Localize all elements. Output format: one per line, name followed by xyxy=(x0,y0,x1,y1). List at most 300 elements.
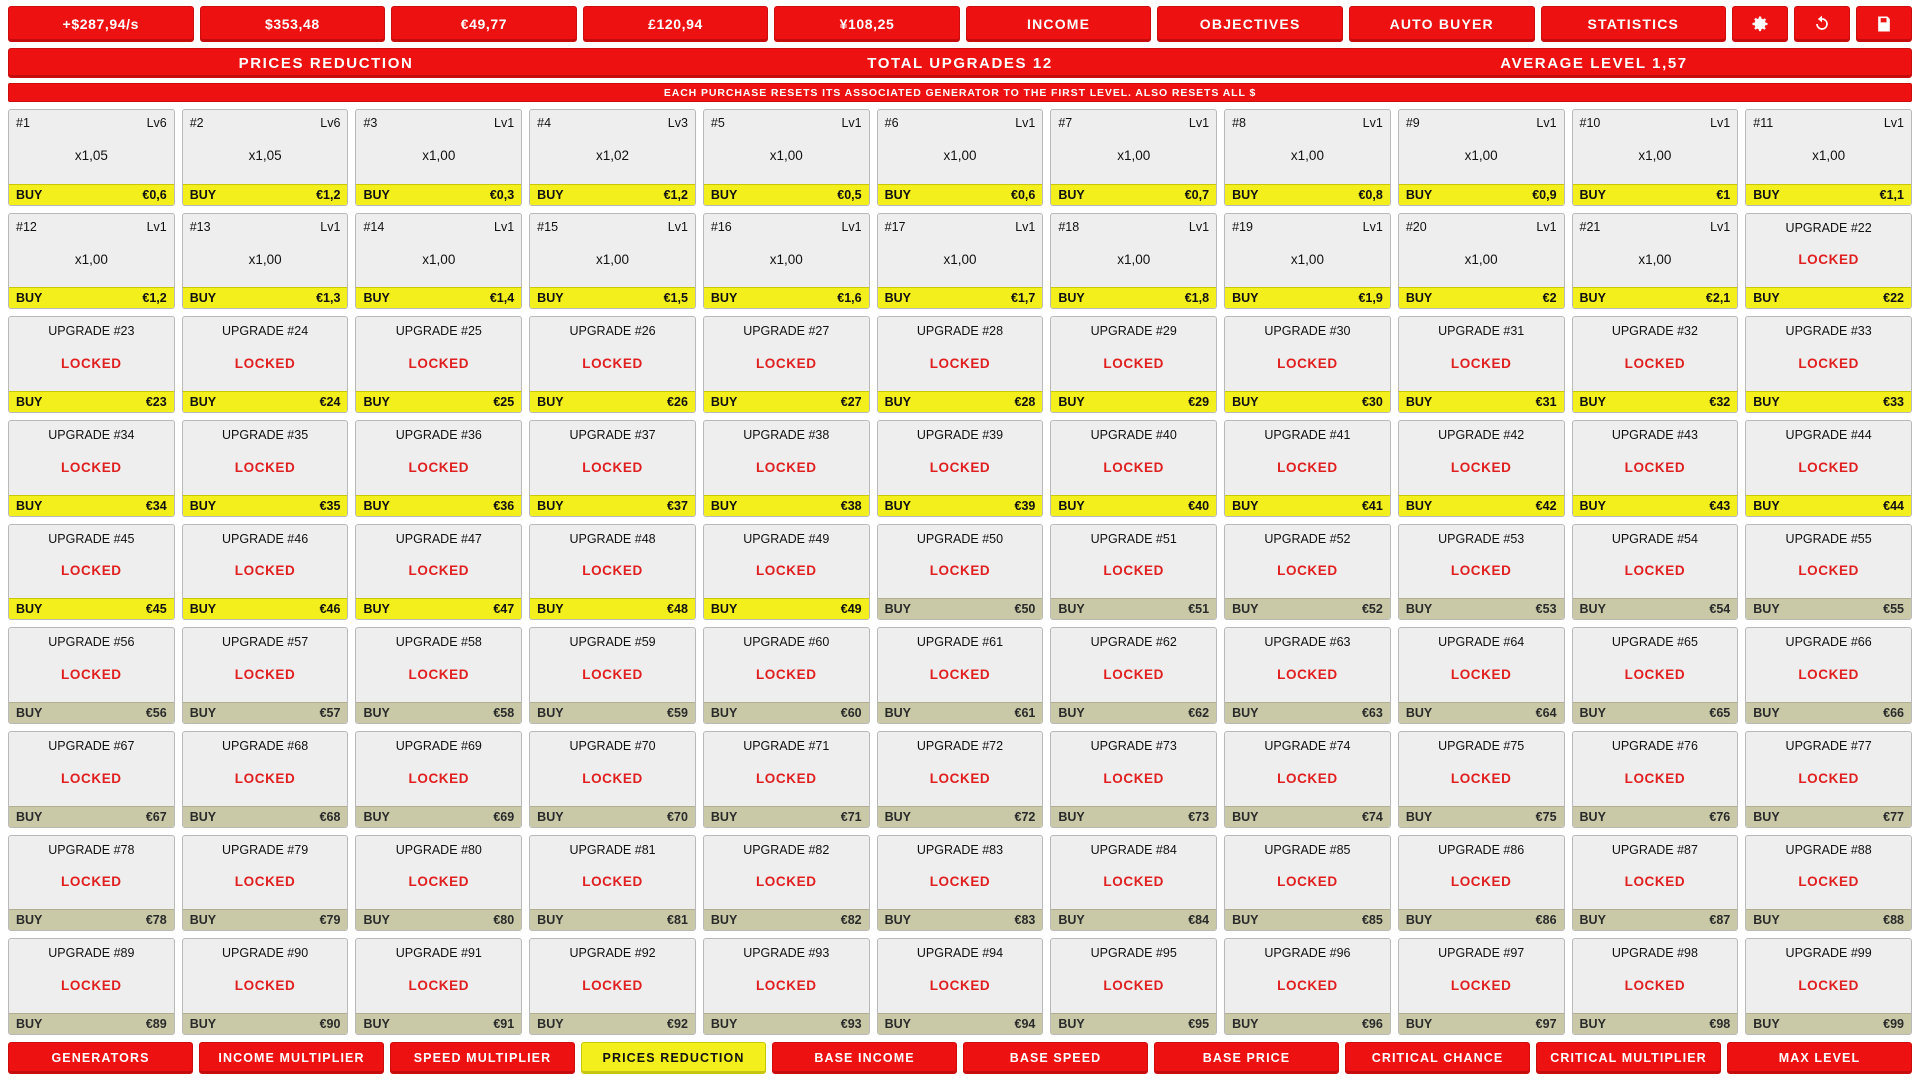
buy-button[interactable] xyxy=(1051,495,1216,516)
buy-button[interactable] xyxy=(1225,495,1390,516)
upgrade-card[interactable] xyxy=(1224,835,1391,932)
buy-button[interactable] xyxy=(356,495,521,516)
upgrade-card-header xyxy=(704,110,869,130)
buy-label: BUY xyxy=(1058,809,1085,824)
upgrade-card[interactable] xyxy=(8,524,175,621)
upgrade-card[interactable] xyxy=(182,316,349,413)
upgrade-card[interactable] xyxy=(1050,524,1217,621)
buy-price: €63 xyxy=(1361,705,1383,720)
upgrade-card[interactable] xyxy=(1224,524,1391,621)
upgrade-level: Lv1 xyxy=(1536,219,1557,234)
buy-button[interactable] xyxy=(1225,909,1390,930)
buy-price: €64 xyxy=(1535,705,1557,720)
upgrade-card[interactable] xyxy=(355,109,522,206)
upgrade-card[interactable] xyxy=(182,213,349,310)
upgrade-card[interactable] xyxy=(1050,627,1217,724)
buy-label: BUY xyxy=(189,291,217,306)
buy-button[interactable] xyxy=(1051,909,1216,930)
upgrade-locked-label: LOCKED xyxy=(408,667,470,683)
upgrade-card[interactable] xyxy=(355,938,522,1035)
upgrade-card[interactable] xyxy=(182,524,349,621)
buy-button[interactable] xyxy=(1746,702,1911,723)
upgrade-card[interactable] xyxy=(877,938,1044,1035)
upgrade-card[interactable] xyxy=(1050,109,1217,206)
buy-label: BUY xyxy=(1058,394,1085,409)
buy-button[interactable] xyxy=(1051,391,1216,412)
upgrade-card[interactable] xyxy=(1745,420,1912,517)
upgrade-card[interactable] xyxy=(1398,316,1565,413)
buy-button[interactable] xyxy=(1746,598,1911,619)
upgrade-id: UPGRADE #64 xyxy=(1438,635,1525,650)
buy-button[interactable] xyxy=(356,806,521,827)
upgrade-card[interactable] xyxy=(182,731,349,828)
upgrade-locked-label: LOCKED xyxy=(929,356,991,372)
buy-button[interactable] xyxy=(183,909,348,930)
upgrade-locked-label: LOCKED xyxy=(1798,770,1859,786)
tab-base-income[interactable]: BASE INCOME xyxy=(772,1042,957,1074)
buy-button[interactable] xyxy=(1399,1013,1564,1034)
buy-button[interactable] xyxy=(1399,702,1564,723)
buy-price: €34 xyxy=(145,498,167,513)
upgrade-card[interactable] xyxy=(1572,213,1739,310)
tab-base-price[interactable]: BASE PRICE xyxy=(1154,1042,1339,1074)
upgrade-card[interactable] xyxy=(355,524,522,621)
buy-button[interactable] xyxy=(1746,391,1911,412)
buy-label: BUY xyxy=(16,913,43,928)
upgrade-id: UPGRADE #85 xyxy=(1264,842,1351,857)
upgrade-card[interactable] xyxy=(182,938,349,1035)
upgrade-id: UPGRADE #36 xyxy=(395,427,482,442)
upgrade-id: #13 xyxy=(189,219,211,234)
buy-button[interactable] xyxy=(1225,806,1390,827)
upgrade-card[interactable] xyxy=(877,835,1044,932)
buy-button[interactable] xyxy=(878,702,1043,723)
upgrade-card[interactable] xyxy=(877,316,1044,413)
buy-button[interactable] xyxy=(1573,184,1738,205)
upgrade-card[interactable] xyxy=(529,731,696,828)
upgrade-card[interactable] xyxy=(1745,109,1912,206)
upgrade-card[interactable] xyxy=(529,627,696,724)
buy-button[interactable] xyxy=(1225,287,1390,308)
upgrade-card[interactable] xyxy=(1398,420,1565,517)
objectives-tab[interactable]: OBJECTIVES xyxy=(1157,6,1343,42)
upgrade-card[interactable] xyxy=(1745,835,1912,932)
upgrade-card[interactable] xyxy=(1050,316,1217,413)
buy-button[interactable] xyxy=(356,287,521,308)
upgrade-card[interactable] xyxy=(529,213,696,310)
buy-button[interactable] xyxy=(356,1013,521,1034)
buy-button[interactable] xyxy=(1399,184,1564,205)
buy-button[interactable] xyxy=(1746,806,1911,827)
tab-base-speed[interactable]: BASE SPEED xyxy=(963,1042,1148,1074)
buy-button[interactable] xyxy=(1573,495,1738,516)
buy-label: BUY xyxy=(1405,809,1433,824)
upgrade-card[interactable] xyxy=(8,835,175,932)
buy-button[interactable] xyxy=(1225,391,1390,412)
buy-button[interactable] xyxy=(704,702,869,723)
upgrade-card[interactable] xyxy=(703,524,870,621)
buy-button[interactable] xyxy=(9,391,174,412)
upgrade-card[interactable] xyxy=(1572,627,1739,724)
upgrade-card[interactable] xyxy=(355,420,522,517)
buy-price: €97 xyxy=(1535,1016,1557,1031)
upgrade-card[interactable] xyxy=(1572,420,1739,517)
buy-button[interactable] xyxy=(530,806,695,827)
upgrade-id: UPGRADE #89 xyxy=(48,946,135,961)
upgrade-card[interactable] xyxy=(877,109,1044,206)
upgrade-card[interactable] xyxy=(8,627,175,724)
buy-label: BUY xyxy=(1058,705,1085,720)
buy-button[interactable] xyxy=(1051,702,1216,723)
buy-button[interactable] xyxy=(1399,909,1564,930)
upgrade-card[interactable] xyxy=(1572,835,1739,932)
buy-button[interactable] xyxy=(1225,1013,1390,1034)
tab-income-multiplier[interactable]: INCOME MULTIPLIER xyxy=(199,1042,384,1074)
buy-label: BUY xyxy=(884,498,912,513)
buy-button[interactable] xyxy=(1051,184,1216,205)
income-tab[interactable]: INCOME xyxy=(966,6,1152,42)
upgrade-id: UPGRADE #25 xyxy=(395,324,482,339)
upgrade-locked-label: LOCKED xyxy=(408,874,470,890)
buy-button[interactable] xyxy=(183,495,348,516)
upgrade-card[interactable] xyxy=(1398,938,1565,1035)
buy-price: €58 xyxy=(493,705,515,720)
buy-button[interactable] xyxy=(1225,184,1390,205)
upgrade-card[interactable] xyxy=(877,213,1044,310)
upgrade-level: Lv1 xyxy=(1536,116,1557,130)
buy-button[interactable] xyxy=(1225,598,1390,619)
auto-buyer-tab[interactable]: AUTO BUYER xyxy=(1349,6,1535,42)
upgrade-id: UPGRADE #79 xyxy=(222,842,309,857)
upgrade-card[interactable] xyxy=(703,420,870,517)
buy-button[interactable] xyxy=(9,1013,174,1034)
upgrade-card[interactable] xyxy=(703,109,870,206)
tab-prices-reduction[interactable]: PRICES REDUCTION xyxy=(581,1042,766,1074)
buy-button[interactable] xyxy=(9,495,174,516)
buy-button[interactable] xyxy=(183,598,348,619)
upgrade-card[interactable] xyxy=(1572,524,1739,621)
buy-button[interactable] xyxy=(878,184,1043,205)
upgrade-card[interactable] xyxy=(1224,420,1391,517)
upgrade-card[interactable] xyxy=(1398,213,1565,310)
upgrade-card[interactable] xyxy=(877,420,1044,517)
buy-button[interactable] xyxy=(183,806,348,827)
upgrade-level: Lv6 xyxy=(320,116,341,130)
buy-button[interactable] xyxy=(183,391,348,412)
upgrade-card[interactable] xyxy=(1745,316,1912,413)
upgrade-id: #12 xyxy=(16,219,37,234)
buy-button[interactable] xyxy=(704,909,869,930)
buy-button[interactable] xyxy=(704,495,869,516)
upgrade-id: UPGRADE #60 xyxy=(743,635,830,650)
buy-label: BUY xyxy=(710,187,738,202)
buy-button[interactable] xyxy=(878,806,1043,827)
tab-critical-chance[interactable]: CRITICAL CHANCE xyxy=(1345,1042,1530,1074)
buy-button[interactable] xyxy=(1399,806,1564,827)
buy-button[interactable] xyxy=(530,909,695,930)
buy-button[interactable] xyxy=(183,287,348,308)
upgrade-card[interactable] xyxy=(1745,627,1912,724)
upgrade-card[interactable] xyxy=(182,627,349,724)
buy-button[interactable] xyxy=(530,598,695,619)
upgrade-level: Lv1 xyxy=(667,219,688,234)
buy-button[interactable] xyxy=(1746,909,1911,930)
upgrade-card[interactable] xyxy=(8,213,175,310)
upgrade-card-header xyxy=(1746,110,1911,130)
buy-button[interactable] xyxy=(183,184,348,205)
upgrade-id: #8 xyxy=(1232,116,1246,130)
upgrade-card[interactable] xyxy=(703,835,870,932)
upgrade-level: Lv1 xyxy=(494,116,515,130)
buy-button[interactable] xyxy=(1573,702,1738,723)
buy-button[interactable] xyxy=(1573,598,1738,619)
upgrade-card[interactable] xyxy=(1224,627,1391,724)
average-level: AVERAGE LEVEL 1,57 xyxy=(1500,54,1688,72)
upgrade-id: UPGRADE #29 xyxy=(1090,324,1177,339)
buy-button[interactable] xyxy=(1573,391,1738,412)
buy-label: BUY xyxy=(1579,498,1606,513)
buy-button[interactable] xyxy=(1225,702,1390,723)
buy-label: BUY xyxy=(537,705,564,720)
upgrade-card[interactable] xyxy=(1224,316,1391,413)
buy-button[interactable] xyxy=(1573,909,1738,930)
buy-button[interactable] xyxy=(1573,1013,1738,1034)
gear-icon[interactable] xyxy=(1732,6,1788,42)
upgrade-card[interactable] xyxy=(1572,109,1739,206)
upgrade-card[interactable] xyxy=(1398,524,1565,621)
tab-critical-multiplier[interactable]: CRITICAL MULTIPLIER xyxy=(1536,1042,1721,1074)
upgrade-id: UPGRADE #58 xyxy=(395,635,482,650)
upgrade-card[interactable] xyxy=(1745,524,1912,621)
upgrade-card[interactable] xyxy=(529,316,696,413)
buy-button[interactable] xyxy=(878,1013,1043,1034)
buy-button[interactable] xyxy=(1051,1013,1216,1034)
buy-button[interactable] xyxy=(9,598,174,619)
buy-button[interactable] xyxy=(530,702,695,723)
upgrade-card[interactable] xyxy=(1050,420,1217,517)
buy-button[interactable] xyxy=(1399,598,1564,619)
upgrade-id: UPGRADE #54 xyxy=(1611,531,1698,546)
upgrade-id: #14 xyxy=(363,219,385,234)
buy-button[interactable] xyxy=(1746,495,1911,516)
upgrade-card[interactable] xyxy=(182,420,349,517)
buy-button[interactable] xyxy=(1573,806,1738,827)
upgrade-card[interactable] xyxy=(877,627,1044,724)
upgrade-card[interactable] xyxy=(1572,731,1739,828)
buy-button[interactable] xyxy=(878,495,1043,516)
upgrade-value: x1,02 xyxy=(596,148,630,164)
upgrade-card[interactable] xyxy=(1572,938,1739,1035)
upgrade-card-header xyxy=(9,214,174,234)
buy-button[interactable] xyxy=(356,598,521,619)
buy-button[interactable] xyxy=(1051,598,1216,619)
upgrade-card[interactable] xyxy=(182,109,349,206)
upgrade-card[interactable] xyxy=(877,731,1044,828)
upgrade-card[interactable] xyxy=(1050,731,1217,828)
upgrade-card[interactable] xyxy=(8,109,175,206)
upgrade-id: #17 xyxy=(884,219,906,234)
upgrade-card[interactable] xyxy=(877,524,1044,621)
buy-button[interactable] xyxy=(9,184,174,205)
total-upgrades: TOTAL UPGRADES 12 xyxy=(867,54,1053,72)
upgrade-value: x1,00 xyxy=(769,251,803,267)
buy-label: BUY xyxy=(1579,1016,1606,1031)
buy-price: €73 xyxy=(1188,809,1210,824)
upgrade-card[interactable] xyxy=(529,524,696,621)
buy-price: €56 xyxy=(145,705,167,720)
upgrade-card[interactable] xyxy=(1224,213,1391,310)
buy-price: €1,4 xyxy=(489,291,515,306)
upgrade-card[interactable] xyxy=(703,731,870,828)
buy-button[interactable] xyxy=(704,806,869,827)
tab-generators[interactable]: GENERATORS xyxy=(8,1042,193,1074)
buy-price: €1,1 xyxy=(1879,187,1904,202)
upgrade-card[interactable] xyxy=(703,213,870,310)
reset-icon[interactable] xyxy=(1794,6,1850,42)
buy-button[interactable] xyxy=(9,909,174,930)
buy-button[interactable] xyxy=(704,184,869,205)
buy-button[interactable] xyxy=(1746,287,1911,308)
upgrade-card[interactable] xyxy=(703,938,870,1035)
buy-button[interactable] xyxy=(183,702,348,723)
buy-button[interactable] xyxy=(704,287,869,308)
upgrade-card[interactable] xyxy=(529,835,696,932)
buy-button[interactable] xyxy=(704,598,869,619)
upgrade-card[interactable] xyxy=(8,420,175,517)
upgrade-id: UPGRADE #63 xyxy=(1264,635,1351,650)
buy-button[interactable] xyxy=(704,391,869,412)
buy-button[interactable] xyxy=(530,391,695,412)
buy-button[interactable] xyxy=(878,391,1043,412)
upgrade-card[interactable] xyxy=(529,420,696,517)
statistics-tab[interactable]: STATISTICS xyxy=(1541,6,1727,42)
upgrade-card[interactable] xyxy=(8,316,175,413)
buy-label: BUY xyxy=(1753,913,1780,928)
upgrade-card[interactable] xyxy=(8,938,175,1035)
buy-price: €98 xyxy=(1709,1016,1731,1031)
upgrade-card-header xyxy=(1573,110,1738,130)
upgrade-card[interactable] xyxy=(1224,731,1391,828)
buy-price: €76 xyxy=(1709,809,1731,824)
buy-button[interactable] xyxy=(1399,495,1564,516)
buy-label: BUY xyxy=(16,394,43,409)
upgrade-locked-label: LOCKED xyxy=(1103,356,1165,372)
upgrade-card[interactable] xyxy=(1224,938,1391,1035)
upgrade-card[interactable] xyxy=(703,316,870,413)
upgrade-id: UPGRADE #61 xyxy=(916,635,1004,650)
buy-price: €66 xyxy=(1883,705,1904,720)
upgrade-id: UPGRADE #66 xyxy=(1785,635,1872,650)
buy-label: BUY xyxy=(710,602,738,617)
upgrade-locked-label: LOCKED xyxy=(1103,563,1165,579)
buy-label: BUY xyxy=(1579,394,1606,409)
upgrade-locked-label: LOCKED xyxy=(1798,252,1859,268)
upgrade-card[interactable] xyxy=(1398,835,1565,932)
buy-button[interactable] xyxy=(878,598,1043,619)
buy-button[interactable] xyxy=(530,287,695,308)
upgrade-card[interactable] xyxy=(1050,835,1217,932)
buy-label: BUY xyxy=(537,291,564,306)
buy-button[interactable] xyxy=(9,702,174,723)
buy-button[interactable] xyxy=(1051,287,1216,308)
buy-button[interactable] xyxy=(530,184,695,205)
buy-button[interactable] xyxy=(530,495,695,516)
upgrade-id: UPGRADE #24 xyxy=(222,324,309,339)
upgrade-value: x1,05 xyxy=(74,148,108,164)
upgrade-id: UPGRADE #99 xyxy=(1785,946,1872,961)
tab-speed-multiplier[interactable]: SPEED MULTIPLIER xyxy=(390,1042,575,1074)
upgrade-locked-label: LOCKED xyxy=(1277,978,1338,994)
buy-price: €0,5 xyxy=(837,187,862,202)
buy-price: €32 xyxy=(1709,394,1731,409)
buy-button[interactable] xyxy=(356,702,521,723)
buy-button[interactable] xyxy=(878,909,1043,930)
upgrade-card[interactable] xyxy=(1050,213,1217,310)
buy-button[interactable] xyxy=(9,806,174,827)
upgrade-card[interactable] xyxy=(1050,938,1217,1035)
buy-button[interactable] xyxy=(183,1013,348,1034)
upgrade-card[interactable] xyxy=(703,627,870,724)
buy-button[interactable] xyxy=(878,287,1043,308)
tab-max-level[interactable]: MAX LEVEL xyxy=(1727,1042,1912,1074)
upgrade-id: UPGRADE #59 xyxy=(569,635,656,650)
upgrade-locked-label: LOCKED xyxy=(1798,874,1859,890)
buy-button[interactable] xyxy=(704,1013,869,1034)
buy-button[interactable] xyxy=(1399,391,1564,412)
upgrade-card[interactable] xyxy=(1572,316,1739,413)
upgrade-card[interactable] xyxy=(1745,213,1912,310)
upgrade-card[interactable] xyxy=(8,731,175,828)
bottom-tab-bar xyxy=(8,1042,1912,1074)
upgrade-card[interactable] xyxy=(355,316,522,413)
upgrade-card[interactable] xyxy=(355,835,522,932)
buy-button[interactable] xyxy=(356,391,521,412)
buy-button[interactable] xyxy=(1746,184,1911,205)
upgrade-card[interactable] xyxy=(1745,731,1912,828)
buy-price: €23 xyxy=(145,394,167,409)
buy-label: BUY xyxy=(1232,187,1259,202)
buy-button[interactable] xyxy=(1399,287,1564,308)
upgrade-card[interactable] xyxy=(355,731,522,828)
buy-label: BUY xyxy=(189,705,217,720)
upgrade-card[interactable] xyxy=(1398,731,1565,828)
buy-button[interactable] xyxy=(1746,1013,1911,1034)
buy-button[interactable] xyxy=(1573,287,1738,308)
save-icon[interactable] xyxy=(1856,6,1912,42)
upgrade-locked-label: LOCKED xyxy=(929,874,991,890)
buy-button[interactable] xyxy=(356,184,521,205)
upgrade-card[interactable] xyxy=(529,109,696,206)
upgrade-locked-label: LOCKED xyxy=(755,874,817,890)
upgrade-card[interactable] xyxy=(182,835,349,932)
upgrade-locked-label: LOCKED xyxy=(582,874,643,890)
upgrade-card[interactable] xyxy=(1745,938,1912,1035)
buy-button[interactable] xyxy=(1051,806,1216,827)
upgrade-card[interactable] xyxy=(529,938,696,1035)
buy-price: €49 xyxy=(840,602,862,617)
buy-button[interactable] xyxy=(356,909,521,930)
upgrade-id: UPGRADE #65 xyxy=(1611,635,1698,650)
buy-label: BUY xyxy=(1405,705,1433,720)
upgrade-card[interactable] xyxy=(1398,109,1565,206)
buy-button[interactable] xyxy=(9,287,174,308)
upgrade-card[interactable] xyxy=(1398,627,1565,724)
buy-price: €95 xyxy=(1188,1016,1210,1031)
upgrade-card[interactable] xyxy=(355,213,522,310)
buy-button[interactable] xyxy=(530,1013,695,1034)
upgrade-card[interactable] xyxy=(1224,109,1391,206)
upgrade-card[interactable] xyxy=(355,627,522,724)
